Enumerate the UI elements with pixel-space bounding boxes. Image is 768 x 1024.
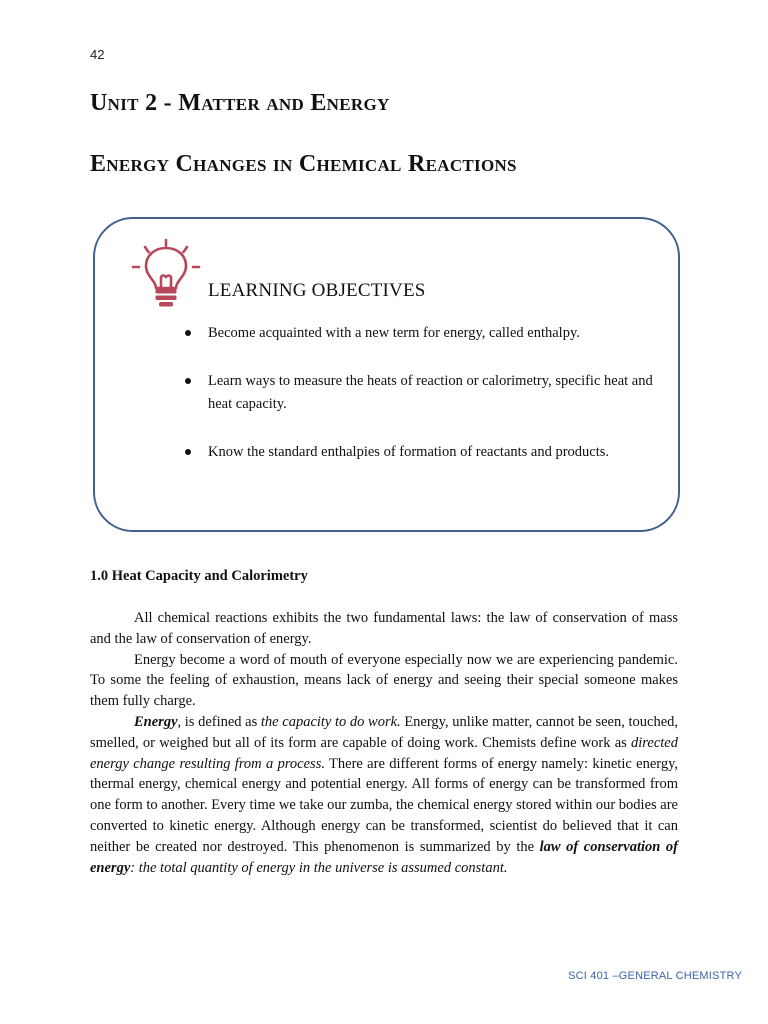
learning-objectives-title: LEARNING OBJECTIVES [208, 280, 426, 301]
body-text [90, 608, 678, 878]
unit-title: Unit 2 - Matter and Energy [90, 90, 390, 116]
paragraph-energy-definition [90, 712, 678, 878]
energy-definition: the capacity to do work. [260, 713, 401, 730]
objective-item: Learn ways to measure the heats of reaction or calorimetry, specific heat and heat capacity. [183, 370, 663, 416]
learning-objectives-list [183, 322, 663, 464]
energy-text-3: There are different forms of energy namely: kinetic energy, thermal energy, chemical energy and potential energy. All forms of energy can be transformed from one form to another. Every time we take our zumba, the chemical energy stored within our bodies are converted to kinetic energy. Although energy can be transformed, scientist do believed that it can neither be created nor destroyed. This phenomenon is summarized by the [90, 755, 679, 855]
paragraph-pandemic: Energy become a word of mouth of everyone especially now we are experiencing pandemic. To some the feeling of exhaustion, means lack of energy and seeing their special someone makes them fully charge. [90, 651, 678, 710]
law-statement: : the total quantity of energy in the universe is assumed constant. [130, 859, 508, 876]
lightbulb-icon [130, 237, 202, 315]
paragraph-conservation-laws: All chemical reactions exhibits the two fundamental laws: the law of conservation of mass and the law of conservation of energy. [90, 610, 678, 647]
objective-item: Become acquainted with a new term for energy, called enthalpy. [183, 322, 663, 345]
subsection-heading: 1.0 Heat Capacity and Calorimetry [90, 568, 308, 584]
page-number: 42 [90, 47, 105, 62]
energy-term: Energy [134, 713, 178, 730]
work-definition: directed energy change resulting from a process. [90, 734, 678, 772]
footer-course-label: SCI 401 –GENERAL CHEMISTRY [568, 970, 742, 982]
law-name: law of conservation of energy [90, 838, 678, 876]
energy-text-2: Energy, unlike matter, cannot be seen, touched, smelled, or weighed but all of its form are capable of doing work. Chemists define work as [90, 713, 679, 751]
energy-text-1: , is defined as [177, 713, 261, 730]
section-title: Energy Changes in Chemical Reactions [90, 151, 517, 177]
objective-item: Know the standard enthalpies of formation of reactants and products. [183, 441, 663, 464]
